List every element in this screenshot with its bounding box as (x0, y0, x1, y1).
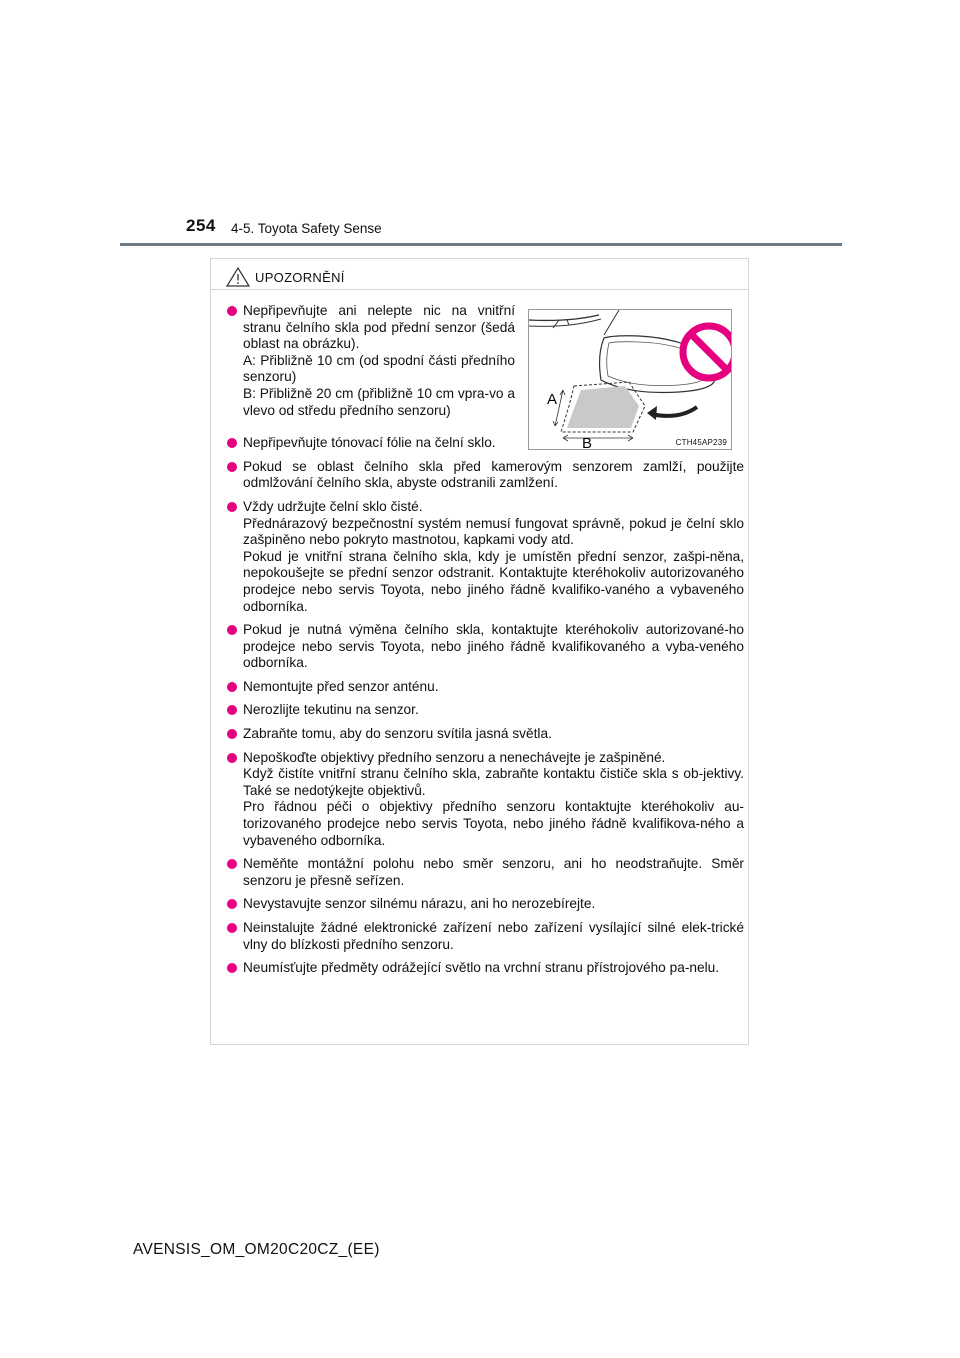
warning-items (227, 303, 744, 984)
item-text: Nerozlijte tekutinu na senzor. (243, 702, 419, 718)
item-text: Nepřipevňujte ani nelepte nic na vnitřní stranu čelního skla pod přední senzor (šedá oblast na obrázku). A: Přibližně 10 cm (od spodní části předního senzoru) B: Přibližně 20 cm (přibližně 10 cm vpra-vo a vlevo od středu předního senzoru) (243, 303, 515, 418)
list-item (227, 303, 515, 419)
page-number: 254 (186, 216, 216, 235)
bullet-icon (227, 502, 237, 512)
bullet-icon (227, 963, 237, 973)
bullet-icon (227, 753, 237, 763)
bullet-icon (227, 438, 237, 448)
item-text: Pokud se oblast čelního skla před kamerovým senzorem zamlží, použijte odmlžování čelního skla, abyste odstranili zamlžení. (243, 458, 744, 491)
bullet-icon (227, 462, 237, 472)
list-item (227, 960, 744, 977)
bullet-icon (227, 859, 237, 869)
list-item (227, 435, 744, 452)
list-item (227, 726, 744, 743)
item-text: Zabraňte tomu, aby do senzoru svítila jasná světla. (243, 726, 552, 742)
list-item (227, 499, 744, 615)
bullet-icon (227, 306, 237, 316)
list-item (227, 856, 744, 889)
warning-box (210, 258, 749, 1045)
bullet-icon (227, 923, 237, 933)
warning-title: UPOZORNĚNÍ (255, 270, 345, 285)
list-item (227, 896, 744, 913)
bullet-icon (227, 625, 237, 635)
list-item (227, 622, 744, 672)
list-item (227, 750, 744, 850)
bullet-icon (227, 705, 237, 715)
footer-doc-code: AVENSIS_OM_OM20C20CZ_(EE) (133, 1241, 380, 1258)
item-text: Nevystavujte senzor silnému nárazu, ani ho nerozebírejte. (243, 896, 596, 912)
warning-header (211, 259, 748, 290)
item-text: Neumísťujte předměty odrážející světlo na vrchní stranu přístrojového pa-nelu. (243, 960, 720, 976)
item-text: Neměňte montážní polohu nebo směr senzoru, ani ho neodstraňujte. Směr senzoru je přesně seřízen. (243, 856, 744, 888)
bullet-icon (227, 682, 237, 692)
bullet-icon (227, 729, 237, 739)
list-item (227, 920, 744, 953)
list-item (227, 679, 744, 696)
figure-code: CTH45AP239 (675, 438, 727, 447)
figure-label-a: A (547, 391, 558, 408)
item-text: Pokud je nutná výměna čelního skla, kontaktujte kteréhokoliv autorizované-ho prodejce nebo servis Toyota, nebo jiného řádně kvalifikovaného a vyba-veného odborníka. (243, 622, 744, 671)
list-item (227, 702, 744, 719)
item-text: Vždy udržujte čelní sklo čisté. Přednárazový bezpečnostní systém nemusí fungovat správně, pokud je čelní sklo zašpiněno nebo pokryto mastnotou, kapkami vody atd. Pokud je vnitřní strana čelního skla, kdy je umístěn přední senzor, zašpi-něna, nepokoušejte se přední senzor odstranit. Kontaktujte kteréhokoliv autorizovaného prodejce nebo servis Toyota, nebo jiného řádně kvalifiko-vaného a vybaveného odborníka. (243, 498, 744, 614)
bullet-icon (227, 899, 237, 909)
figure-label-b: B (582, 435, 593, 449)
item-text: Nemontujte před senzor anténu. (243, 678, 439, 694)
item-text: Nepoškoďte objektivy předního senzoru a nenechávejte je zašpiněné. Když čistíte vnitřní stranu čelního skla, zabraňte kontaktu čističe skla s ob-jektivy. Také se nedotýkejte objektivů. Pro řádnou péči o objektivy předního senzoru kontaktujte kteréhokoliv au-torizovaného prodejce nebo servis Toyota, nebo jiného řádně kvalifikova-ného a vybaveného odborníka. (243, 749, 744, 848)
header-rule (120, 243, 842, 246)
item-text: Neinstalujte žádné elektronické zařízení nebo zařízení vysílající silné elek-trické vlny do blízkosti předního senzoru. (243, 920, 744, 952)
item-text: Nepřipevňujte tónovací fólie na čelní sklo. (243, 435, 496, 451)
section-title: 4-5. Toyota Safety Sense (231, 221, 382, 236)
list-item (227, 459, 744, 492)
warning-triangle-icon (226, 267, 250, 287)
